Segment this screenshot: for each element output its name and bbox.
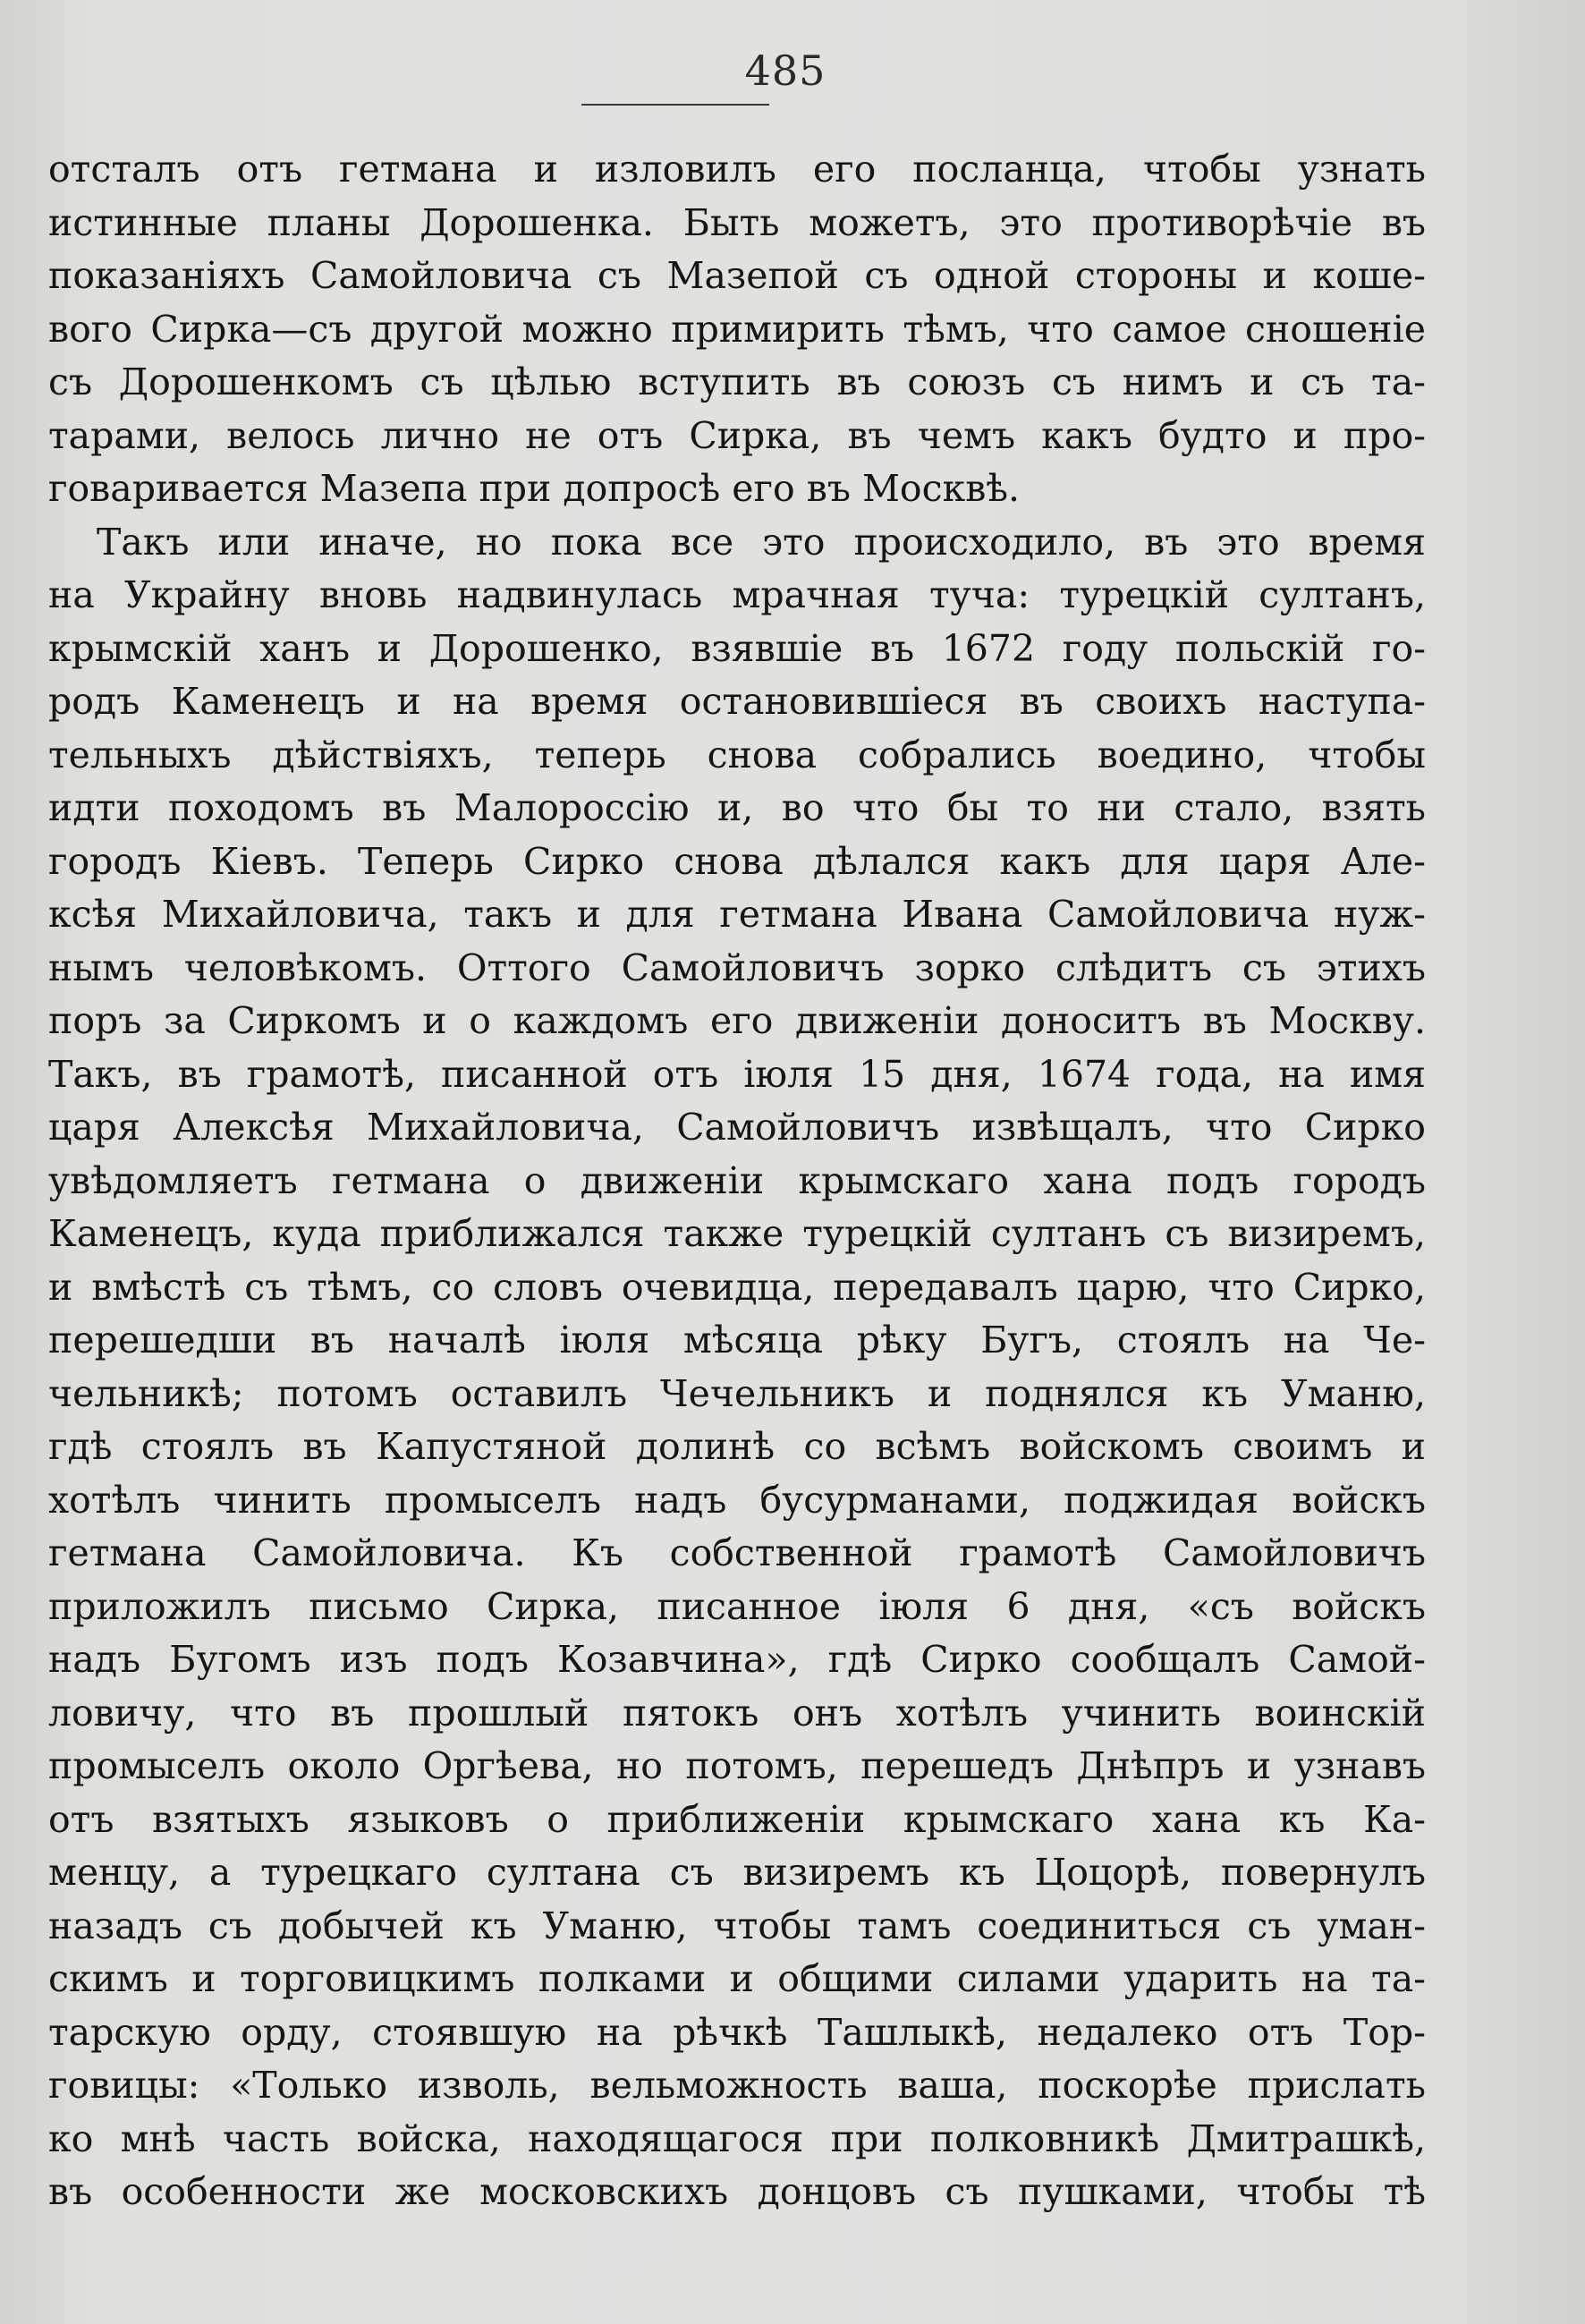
text-line: тельныхъ дѣйствіяхъ, теперь снова собрались воедино, чтобы [48,733,1426,776]
text-line: отсталъ отъ гетмана и изловилъ его посланца, чтобы узнать [48,148,1426,191]
text-line: отъ взятыхъ языковъ о приближеніи крымскаго хана къ Ка- [48,1797,1426,1841]
text-line: идти походомъ въ Малороссію и, во что бы то ни стало, взять [48,786,1426,829]
text-line: царя Алексѣя Михайловича, Самойловичъ извѣщалъ, что Сирко [48,1106,1426,1149]
text-line: гдѣ стоялъ въ Капустяной долинѣ со всѣмъ войскомъ своимъ и [48,1425,1426,1468]
text-line: назадъ съ добычей къ Уманю, чтобы тамъ соединиться съ уман- [48,1904,1426,1947]
body-text [48,143,1426,2219]
text-line: ко мнѣ часть войска, находящагося при полковникѣ Дмитрашкѣ, [48,2116,1426,2160]
text-line: въ особенности же московскихъ донцовъ съ пушками, чтобы тѣ [48,2170,1426,2213]
text-line: хотѣлъ чинить промыселъ надъ бусурманами, поджидая войскъ [48,1478,1426,1522]
text-line: поръ за Сиркомъ и о каждомъ его движеніи доноситъ въ Москву. [48,999,1426,1042]
text-line: Каменецъ, куда приближался также турецкій султанъ съ визиремъ, [48,1212,1426,1255]
text-line: говицы: «Только изволь, вельможность ваша, поскорѣе прислать [48,2064,1426,2107]
text-line: увѣдомляетъ гетмана о движеніи крымскаго хана подъ городъ [48,1158,1426,1202]
text-line: тарами, велось лично не отъ Сирка, въ чемъ какъ будто и про- [48,413,1426,457]
text-line: тарскую орду, стоявшую на рѣчкѣ Ташлыкѣ, недалеко отъ Тор- [48,2010,1426,2054]
text-line: гетмана Самойловича. Къ собственной грамотѣ Самойловичъ [48,1531,1426,1574]
text-line: Такъ, въ грамотѣ, писанной отъ іюля 15 дня, 1674 года, на имя [48,1052,1426,1096]
page-number-rule [581,104,769,106]
text-line: приложилъ письмо Сирка, писанное іюля 6 дня, «съ войскъ [48,1584,1426,1628]
text-line: на Украйну вновь надвинулась мрачная туча: турецкій султанъ, [48,573,1426,616]
text-line: промыселъ около Оргѣева, но потомъ, перешедъ Днѣпръ и узнавъ [48,1744,1426,1787]
paragraph-end-line: говаривается Мазепа при допросѣ его въ Москвѣ. [48,467,1021,510]
text-line: родъ Каменецъ и на время остановившіеся въ своихъ наступа- [48,680,1426,723]
text-line: чельникѣ; потомъ оставилъ Чечельникъ и поднялся къ Уманю, [48,1371,1426,1415]
text-line: нымъ человѣкомъ. Оттого Самойловичъ зорко слѣдитъ съ этихъ [48,946,1426,989]
text-line: перешедши въ началѣ іюля мѣсяца рѣку Бугъ, стоялъ на Че- [48,1319,1426,1361]
text-line: истинные планы Дорошенка. Быть можетъ, это противорѣчіе въ [48,200,1426,244]
text-line: надъ Бугомъ изъ подъ Козавчина», гдѣ Сирко сообщалъ Самой- [48,1638,1426,1681]
text-line: менцу, а турецкаго султана съ визиремъ къ Цоцорѣ, повернулъ [48,1851,1426,1894]
text-line: городъ Кіевъ. Теперь Сирко снова дѣлался какъ для царя Але- [48,839,1426,883]
text-line: ловичу, что въ прошлый пятокъ онъ хотѣлъ учинить воинскій [48,1691,1426,1735]
text-line: съ Дорошенкомъ съ цѣлью вступить въ союзъ съ нимъ и съ та- [48,360,1426,403]
text-line: и вмѣстѣ съ тѣмъ, со словъ очевидца, передавалъ царю, что Сирко, [48,1265,1426,1309]
page-number: 485 [744,47,826,95]
paragraph-start-line: Такъ или иначе, но пока все это происходило, въ это время [97,520,1426,564]
text-line: вого Сирка—съ другой можно примирить тѣмъ, что самое сношеніе [48,307,1426,351]
text-line: показаніяхъ Самойловича съ Мазепой съ одной стороны и коше- [48,254,1426,297]
text-line: ксѣя Михайловича, такъ и для гетмана Ивана Самойловича нуж- [48,893,1426,936]
text-line: скимъ и торговицкимъ полками и общими силами ударить на та- [48,1957,1426,2000]
text-line: крымскій ханъ и Дорошенко, взявшіе въ 1672 году польскій го- [48,626,1426,670]
